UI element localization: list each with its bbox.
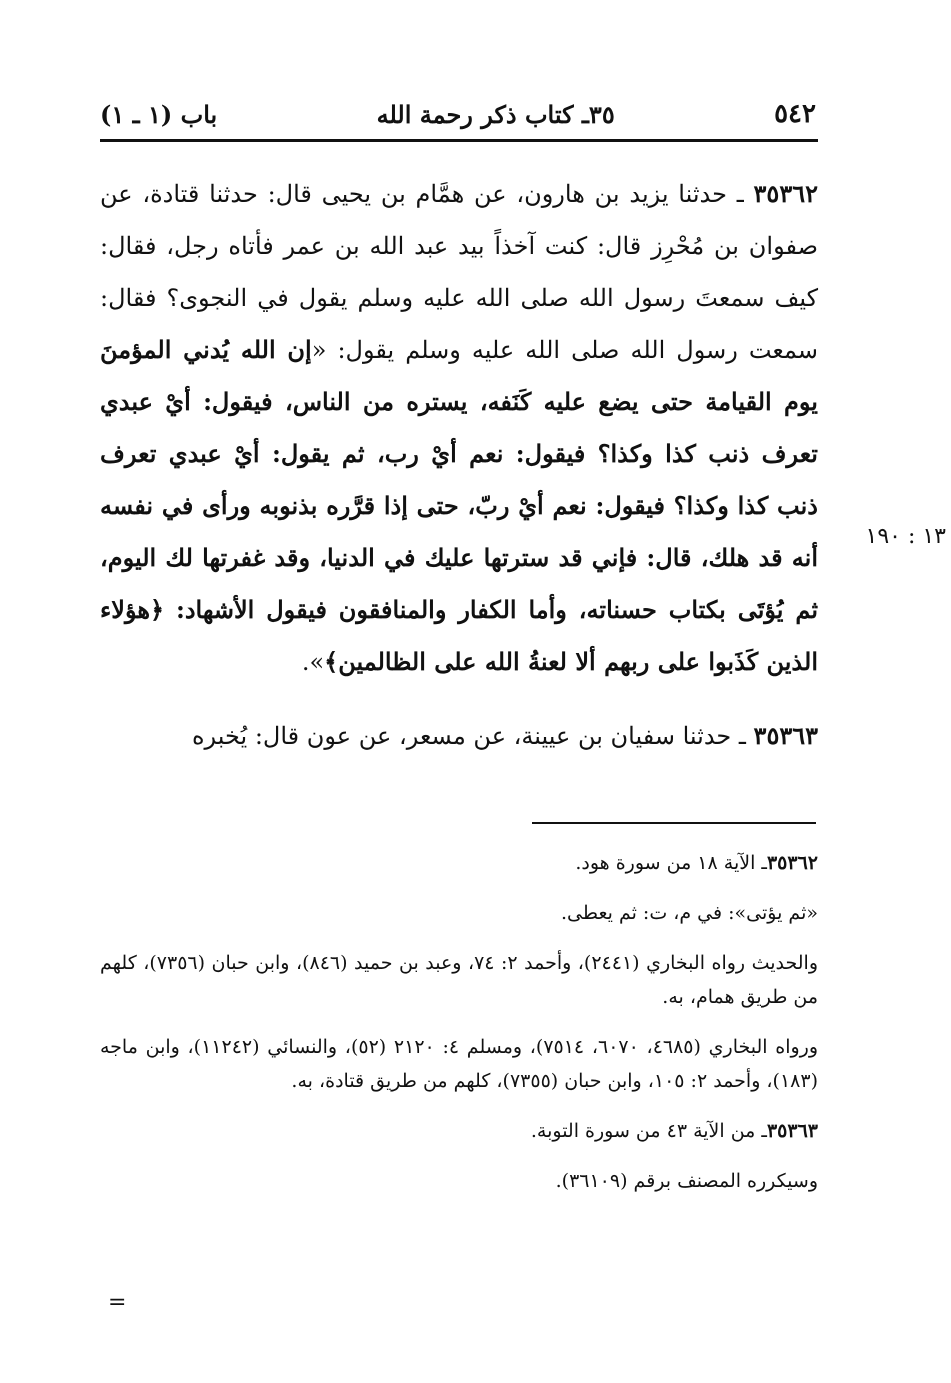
header-rule [100,139,818,142]
footnote [100,1030,818,1098]
footnote [100,946,818,1014]
footnote [100,1164,818,1198]
hadith-paragraph [100,710,818,762]
footnote [100,896,818,930]
footnote-text: والحديث رواه البخاري (٢٤٤١)، وأحمد ٢: ٧٤، وعبد بن حميد (٨٤٦)، وابن حبان (٧٣٥٦)، كلهم من طريق همام، به. [100,952,818,1008]
continuation-mark: = [108,1290,127,1315]
hadith-number: ٣٥٣٦٢ [753,179,818,208]
footnote [100,1114,818,1148]
footnote-text: «ثم يؤتى»: في م، ت: ثم يعطى. [560,902,818,924]
section-label: باب (١ ـ ١) [100,99,218,129]
hadith-quote: إن الله يُدني المؤمنَ يوم القيامة حتى يضع عليه كَنَفه، يستره من الناس، فيقول: أيْ عبدي تعرف ذنب كذا وكذا؟ فيقول: نعم أيْ رب، ثم يقول: أيْ عبدي تعرف ذنب كذا وكذا؟ فيقول: نعم أيْ ربّ، حتى إذا قرَّره بذنوبه ورأى في نفسه أنه قد هلك، قال: فإني قد سترتها عليك في الدنيا، وقد غفرتها لك اليوم، ثم يُؤتَى بكتاب حسناته، وأما الكفار والمنافقون فيقول الأشهاد: ﴿هؤلاء الذين كَذَبوا على ربهم ألا لعنةُ الله على الظالمين﴾ [100,335,819,676]
hadith-paragraph [100,168,818,688]
footnote [100,846,818,880]
page-number: ٥٤٢ [774,99,816,129]
footnotes [100,846,818,1214]
footnote-number: ٣٥٣٦٢ [766,852,818,874]
footnote-rule [532,822,816,824]
main-text [100,168,818,762]
footnote-text: ورواه البخاري (٤٦٨٥، ٦٠٧٠، ٧٥١٤)، ومسلم ٤: ٢١٢٠ (٥٢)، والنسائي (١١٢٤٢)، وابن ماجه (١٨٣)، وأحمد ٢: ١٠٥، وابن حبان (٧٣٥٥)، كلهم من طريق قتادة، به. [100,1036,819,1092]
hadith-end: ». [301,648,325,676]
footnote-number: ٣٥٣٦٣ [766,1120,818,1142]
hadith-text: ـ حدثنا سفيان بن عيينة، عن مسعر، عن عون قال: يُخبره [191,722,746,750]
hadith-number: ٣٥٣٦٣ [753,721,818,750]
footnote-text: ـ من الآية ٤٣ من سورة التوبة. [530,1120,767,1142]
hadith-intro: ـ حدثنا يزيد بن هارون، عن همَّام بن يحيى قال: حدثنا قتادة، عن صفوان بن مُحْرِز قال: كنت آخذاً بيد عبد الله بن عمر فأتاه رجل، فقال: كيف سمعتَ رسول الله صلى الله عليه وسلم يقول في النجوى؟ فقال: سمعت رسول الله صلى الله عليه وسلم يقول: « [100,180,818,364]
footnote-text: ـ الآية ١٨ من سورة هود. [575,852,767,874]
page-header [100,92,816,136]
chapter-title: ٣٥ـ كتاب ذكر رحمة الله [376,99,615,129]
footnote-text: وسيكرره المصنف برقم (٣٦١٠٩). [555,1170,818,1192]
margin-reference: ١٣ : ١٩٠ [865,524,946,549]
